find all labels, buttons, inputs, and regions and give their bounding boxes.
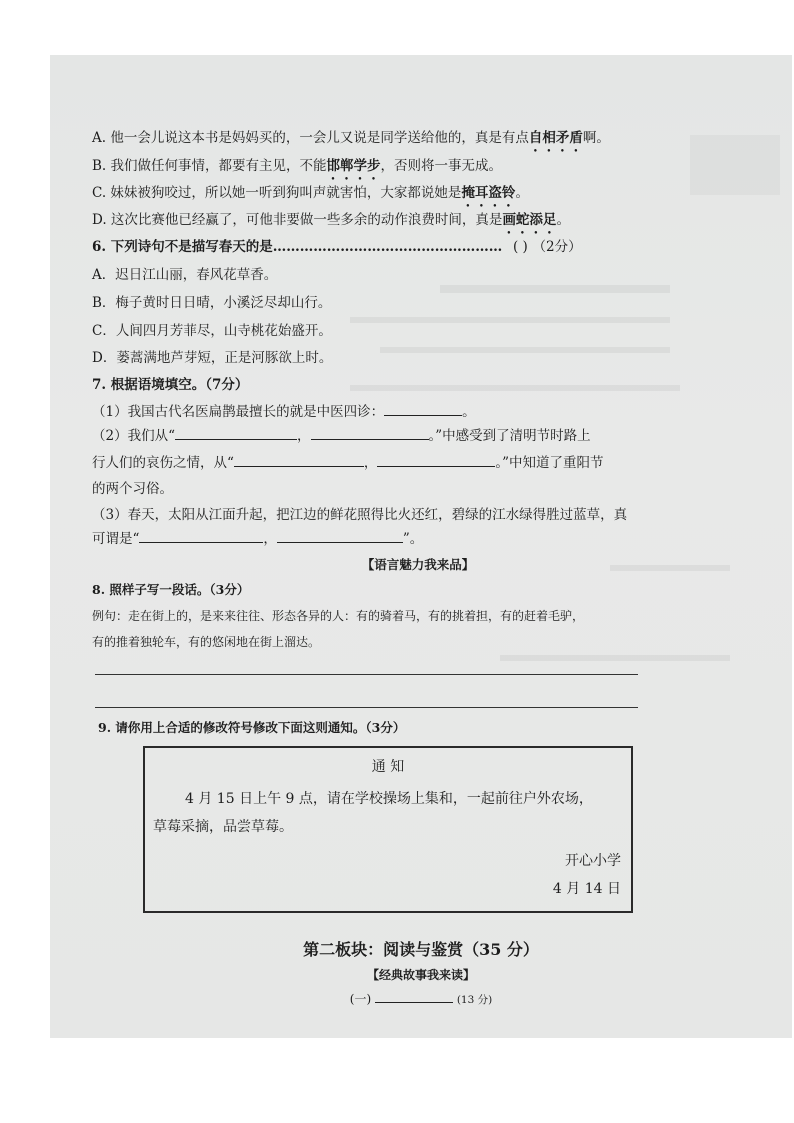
option-c-idiom: 掩耳盗铃 [461,185,516,201]
answer-line[interactable] [95,674,638,675]
question-6-option-d: D．蒌蒿满地芦芽短，正是河豚欲上时。 [92,350,333,366]
question-7-part-2-text-2: 行人们的哀伤之情，从“ [92,455,234,471]
part-2-subtitle: 【经典故事我来读】 [366,968,475,982]
answer-blank[interactable] [311,427,429,440]
question-8-example-line-1: 例句：走在街上的，是来来往往、形态各异的人：有的骑着马，有的挑着担，有的赶着毛驴， [92,609,585,623]
reading-item-1-label: (一) [349,992,372,1006]
question-7-part-2-line-3: 的两个习俗。 [92,481,173,497]
answer-blank[interactable] [175,427,297,440]
option-d-text: D. 这次比赛他已经赢了，可他非要做一些多余的动作浪费时间，真是 [92,212,503,228]
reading-item-1-score: (13 分) [456,994,493,1006]
question-6-option-c: C．人间四月芳菲尽，山寺桃花始盛开。 [92,323,332,339]
notice-date: 4 月 14 日 [552,881,621,897]
exam-page-photo [50,55,792,1038]
answer-blank[interactable] [377,454,495,467]
question-7-part-2-mid: 。”中感受到了清明节时路上 [428,428,591,444]
question-7-part-1 [92,400,476,420]
question-7-part-2-end: 。”中知道了重阳节 [495,455,604,471]
option-b [92,154,502,183]
question-6-stem: 6. 下列诗句不是描写春天的是…………………………………………… [92,239,503,255]
option-c-text: C. 妹妹被狗咬过，所以她一听到狗叫声就害怕，大家都说她是 [92,185,462,201]
notice-signer: 开心小学 [565,853,621,869]
title-blank[interactable] [375,992,453,1003]
question-7-stem: 7. 根据语境填空。（7分） [92,377,249,393]
question-7-part-2-line-2 [92,451,604,471]
option-d-end: 。 [556,212,570,228]
answer-blank[interactable] [139,530,263,543]
comma: ， [297,428,311,444]
option-a-end: 啊。 [582,130,610,146]
option-a-text: A. 他一会儿说这本书是妈妈买的，一会儿又说是同学送给他的，真是有点 [92,130,529,146]
section-language-charm: 【语言魅力我来品】 [361,557,475,572]
comma: ， [363,455,378,471]
question-7-part-3-text: 可谓是“ [92,531,140,547]
option-b-text: B. 我们做任何事情，都要有主见，不能 [92,158,327,174]
question-6-option-b: B．梅子黄时日日晴，小溪泛尽却山行。 [92,295,332,311]
question-7-part-2 [92,424,591,444]
question-7-part-2-text: （2）我们从“ [92,428,175,444]
notice-title: 通 知 [371,759,405,775]
notice-box [143,746,633,913]
question-6-score: （2分） [532,239,582,255]
notice-body-line-1: 4 月 15 日上午 9 点，请在学校操场上集和，一起前往户外农场， [185,791,593,807]
question-7-part-3: （3）春天，太阳从江面升起，把江边的鲜花照得比火还红，碧绿的江水绿得胜过蓝草，真 [92,507,628,523]
option-c-end: 。 [515,185,529,201]
option-a [92,126,610,155]
question-7-part-1-end: 。 [462,404,476,420]
option-b-idiom: 邯郸学步 [326,158,381,174]
question-8-example-line-2: 有的推着独轮车，有的悠闲地在街上溜达。 [92,635,321,649]
notice-body-line-2: 草莓采摘，品尝草莓。 [153,819,293,835]
question-8-stem: 8. 照样子写一段话。（3分） [92,582,250,597]
comma: ， [263,531,277,547]
question-9-stem: 9. 请你用上合适的修改符号修改下面这则通知。（3分） [98,720,406,735]
option-d-idiom: 画蛇添足 [502,212,557,228]
answer-paren: ( ) [513,239,528,255]
question-7-part-3-line-2 [92,527,423,547]
option-a-idiom: 自相矛盾 [528,130,583,146]
answer-line[interactable] [95,707,638,708]
answer-blank[interactable] [384,403,462,416]
question-7-part-3-end: ”。 [402,531,424,547]
reading-item-1 [50,990,792,1007]
question-7-part-1-text: （1）我国古代名医扁鹊最擅长的就是中医四诊： [92,404,385,420]
answer-blank[interactable] [234,454,364,467]
option-b-end: ，否则将一事无成。 [380,158,503,174]
answer-blank[interactable] [277,530,403,543]
question-6 [92,235,582,255]
part-2-title: 第二板块：阅读与鉴赏（35 分） [303,940,539,959]
question-6-option-a: A．迟日江山丽，春风花草香。 [92,267,278,283]
option-c [92,181,529,210]
option-d [92,208,570,237]
